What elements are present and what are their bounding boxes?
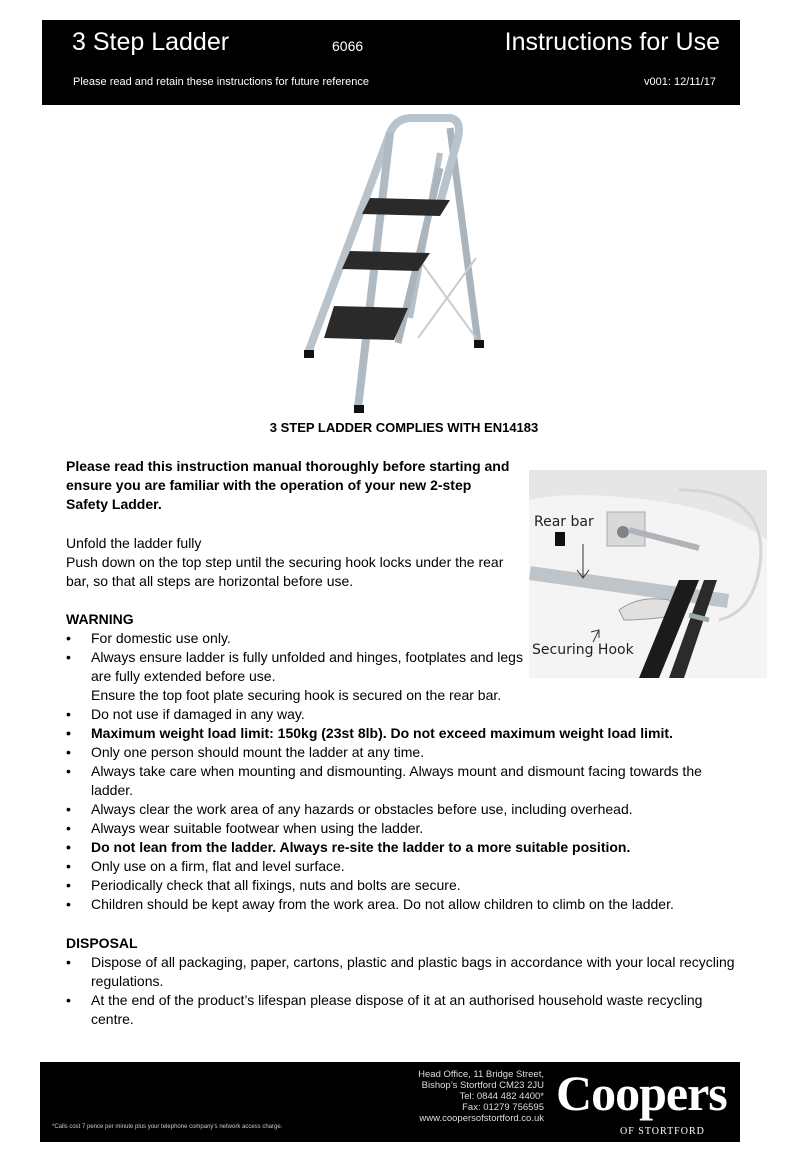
- product-code: 6066: [332, 38, 364, 54]
- phone-line: Tel: 0844 482 4400*: [459, 1091, 544, 1102]
- intro-paragraph: Please read this instruction manual thoroughly before starting and ensure you are familiar with the operation of your new 2-step Safety Ladder.: [66, 458, 510, 512]
- list-item: • Only use on a firm, flat and level surface.: [66, 857, 736, 876]
- ladder-image: [290, 108, 500, 418]
- list-item-text: Ensure the top foot plate securing hook is secured on the rear bar.: [91, 687, 502, 703]
- list-item: • Always clear the work area of any hazards or obstacles before use, including overhead.: [66, 800, 736, 819]
- unfold-instructions: [66, 534, 506, 591]
- unfold-line-2: Push down on the top step until the securing hook locks under the rear bar, so that all steps are horizontal before use.: [66, 554, 504, 589]
- list-item: • Always wear suitable footwear when using the ladder.: [66, 819, 736, 838]
- list-item-text: • Always ensure ladder is fully unfolded and hinges, footplates and legs are fully extended before use.: [91, 649, 523, 684]
- list-item: • Maximum weight load limit: 150kg (23st 8lb). Do not exceed maximum weight load limit.: [66, 724, 736, 743]
- disposal-list: [66, 953, 736, 1029]
- list-item: • Do not lean from the ladder. Always re-site the ladder to a more suitable position.: [66, 838, 736, 857]
- footer-bar: [40, 1062, 740, 1142]
- disposal-heading: DISPOSAL: [66, 935, 138, 951]
- product-title: 3 Step Ladder: [72, 28, 230, 56]
- warning-section: [66, 610, 736, 914]
- list-item: • Periodically check that all fixings, nuts and bolts are secure.: [66, 876, 736, 895]
- list-item: [66, 648, 736, 705]
- address-line: Bishop’s Stortford CM23 2JU: [421, 1080, 544, 1091]
- warning-list: [66, 629, 736, 914]
- address-line: Head Office, 11 Bridge Street,: [418, 1069, 544, 1080]
- list-item: • Do not use if damaged in any way.: [66, 705, 736, 724]
- brand-logo: Coopers: [556, 1065, 727, 1121]
- retain-note: Please read and retain these instructions for future reference: [73, 76, 369, 88]
- company-address: [418, 1069, 544, 1124]
- list-item: • For domestic use only.: [66, 629, 736, 648]
- version-label: v001: 12/11/17: [644, 76, 716, 88]
- header-bar: [42, 20, 740, 105]
- rear-bar-label: Rear bar: [534, 514, 594, 530]
- list-item: • Always take care when mounting and dismounting. Always mount and dismount facing towards the ladder.: [66, 762, 736, 800]
- list-item: • Children should be kept away from the work area. Do not allow children to climb on the ladder.: [66, 895, 736, 914]
- list-item: • At the end of the product’s lifespan please dispose of it at an authorised household waste recycling centre.: [66, 991, 736, 1029]
- warning-heading: WARNING: [66, 611, 134, 627]
- call-charges-note: *Calls cost 7 pence per minute plus your telephone company’s network access charge.: [52, 1124, 283, 1130]
- brand-subtitle: OF STORTFORD: [620, 1126, 705, 1137]
- list-item: • Only one person should mount the ladder at any time.: [66, 743, 736, 762]
- compliance-caption: 3 STEP LADDER COMPLIES WITH EN14183: [269, 420, 539, 435]
- unfold-line-1: Unfold the ladder fully: [66, 535, 202, 551]
- disposal-section: [66, 934, 736, 1029]
- fax-line: Fax: 01279 756595: [462, 1102, 544, 1113]
- instructions-heading: Instructions for Use: [504, 28, 720, 56]
- website-line: www.coopersofstortford.co.uk: [419, 1113, 544, 1124]
- securing-hook-label: Securing Hook: [532, 642, 634, 658]
- list-item: • Dispose of all packaging, paper, cartons, plastic and plastic bags in accordance with your local recycling regulations.: [66, 953, 736, 991]
